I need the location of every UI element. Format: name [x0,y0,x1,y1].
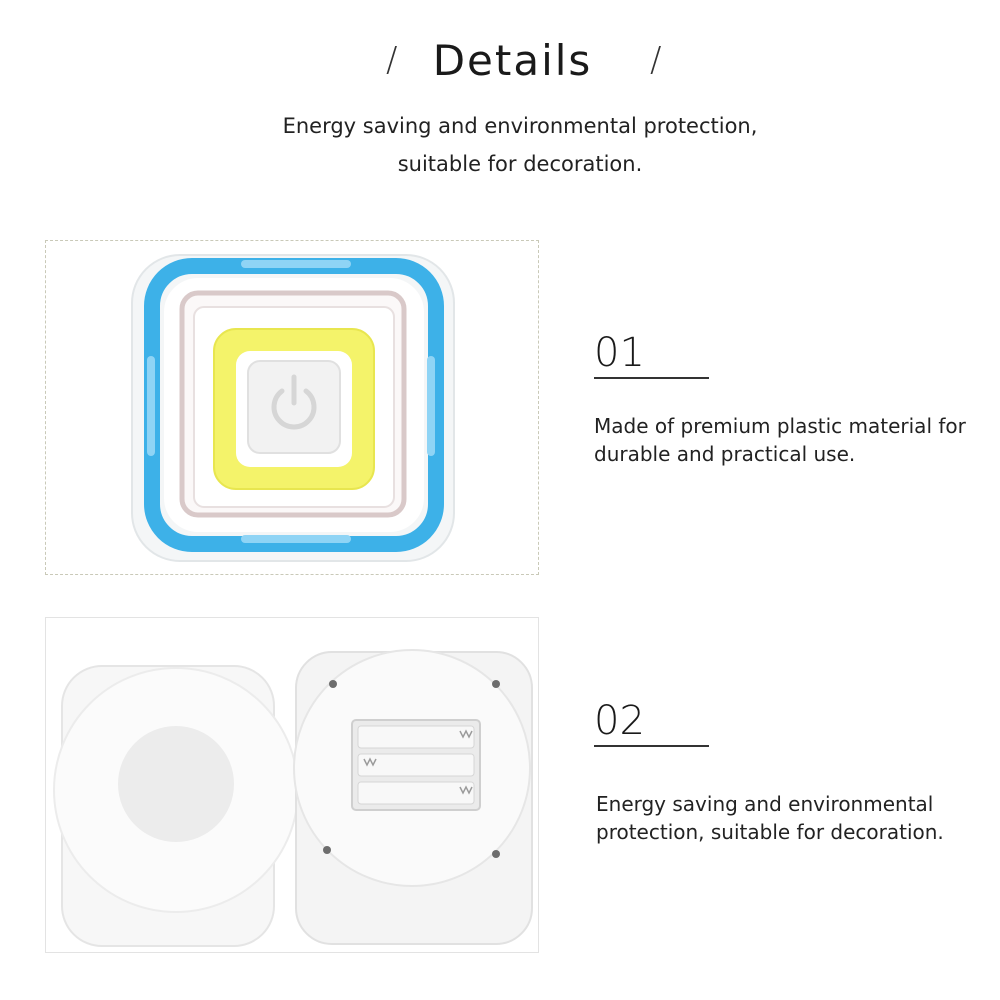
light-cover-and-battery-illustration [46,618,539,953]
feature-divider [594,377,709,379]
title-decoration-slash: / [386,40,398,80]
page-title: Details [432,36,593,85]
subtitle-line: suitable for decoration. [397,152,643,176]
feature-number: 01 [594,330,645,376]
product-photo-back [45,617,539,953]
feature-number: 02 [594,698,645,744]
subtitle-line: Energy saving and environmental protection, [282,114,758,138]
feature-description: Energy saving and environmental protection, suitable for decoration. [596,792,944,844]
product-photo-front [45,240,539,575]
feature-description: Made of premium plastic material for durable and practical use. [594,414,966,466]
title-decoration-slash: / [650,40,662,80]
feature-divider [594,745,709,747]
battery-compartment-icon [352,720,480,810]
led-light-front-illustration [46,241,539,575]
